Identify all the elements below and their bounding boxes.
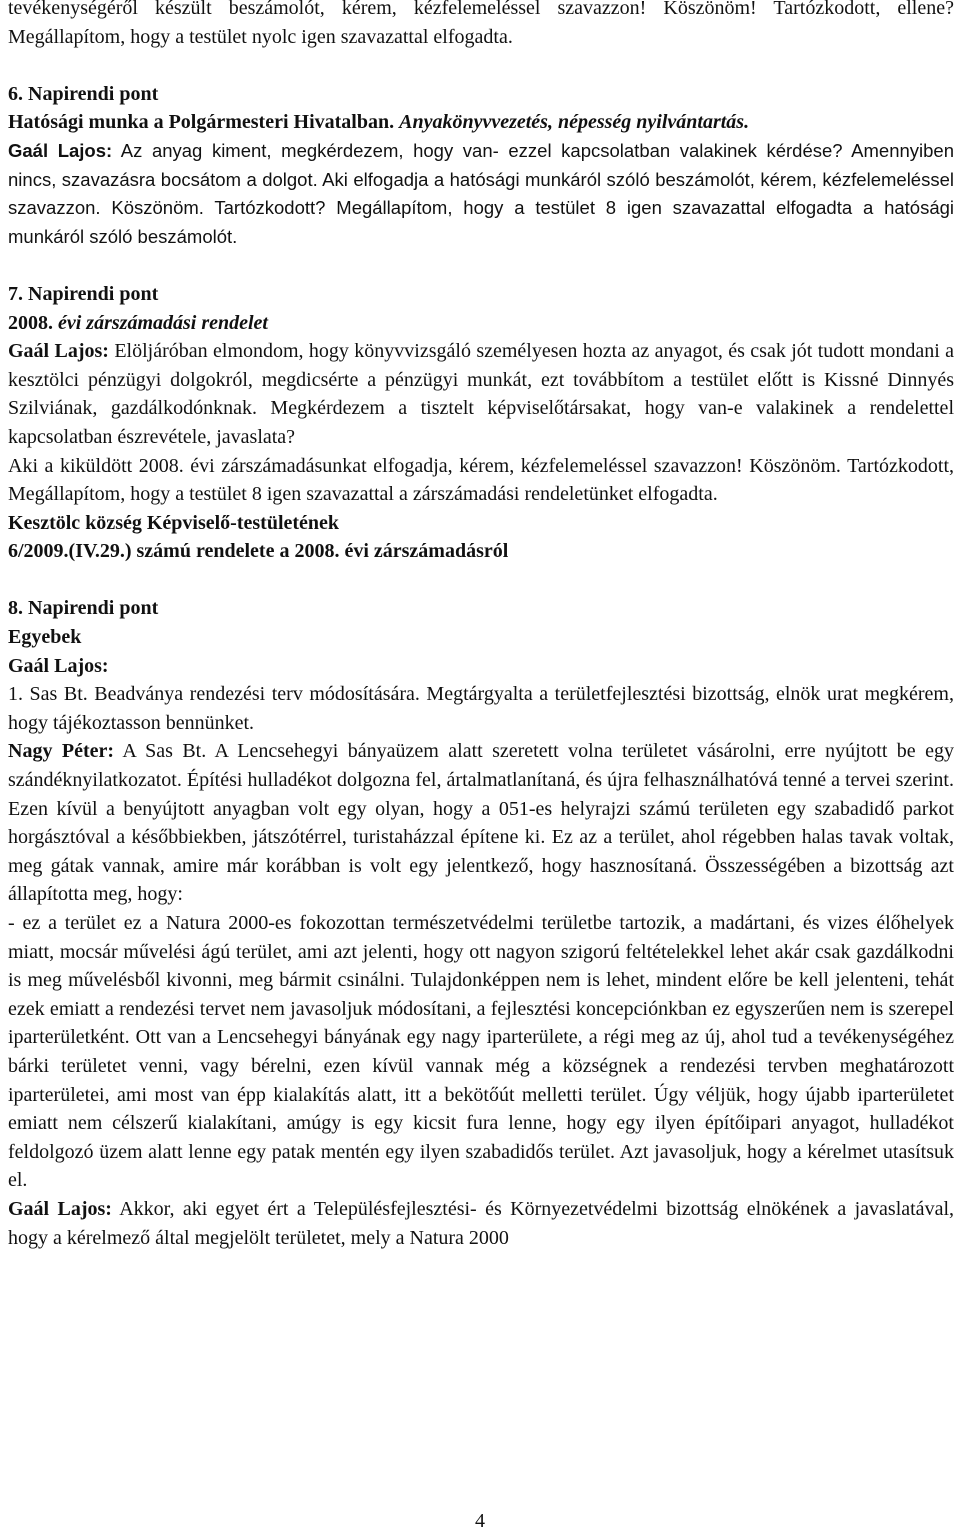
decree-line-2: 6/2009.(IV.29.) számú rendelete a 2008. évi zárszámadásról xyxy=(8,540,509,563)
speaker-line xyxy=(8,652,954,681)
agenda-title-7: 2008. évi zárszámadási rendelet xyxy=(8,311,268,334)
paragraph: Nagy Péter: A Sas Bt. A Lencsehegyi bányaüzem alatt szeretett volna területet vásárolni, erre nyújtott be egy szándéknyilatkozatot. Építési hulladékot dolgozna fel, ártalmatlanítaná, és újra felhasználhatóvá tenné a tervei szerint. Ezen kívül a benyújtott anyagban volt egy olyan, hogy a 051-es helyrajzi számú területen egy szabadidő parkot horgásztóval a későbbiekben, játszótérrel, turistaházzal építene ki. Ez az a terület, ahol régebben halas tavak voltak, meg gátak vannak, amire már korábban is volt egy jelentkező, hogy hasznosítaná. Összességében a bizottság azt állapította meg, hogy: xyxy=(8,740,954,906)
speaker-name: Gaál Lajos: xyxy=(8,1197,112,1220)
page-number: 4 xyxy=(475,1510,485,1532)
paragraph: Gaál Lajos: Elöljáróban elmondom, hogy könyvvizsgáló személyesen hozta az anyagot, és csak jót tudott mondani a kesztölci pénzügyi dolgokról, megdicsérte a pénzügyi munkát, ezt továbbítom a testület előtt is Kissné Dinnyés Szilviának, gazdálkodónknak. Megkérdezem a tisztelt képviselőtársakat, hogy van-e valakinek a rendelettel kapcsolatban észrevétele, javaslata? xyxy=(8,340,955,448)
document-page xyxy=(8,0,954,1252)
paragraph: Aki a kiküldött 2008. évi zárszámadásunkat elfogadja, kérem, kézfelemeléssel szavazzon! Köszönöm. Tartózkodott, Megállapítom, hogy a testület 8 igen szavazattal a zárszámadási rendeletünket elfogadta. xyxy=(8,454,954,506)
agenda-heading-7: 7. Napirendi pont xyxy=(8,282,159,305)
paragraph: Gaál Lajos: Az anyag kiment, megkérdezem, hogy van- ezzel kapcsolatban valakinek kérdése? Amennyiben nincs, szavazásra bocsátom a dolgot. Aki elfogadja a hatósági munkáról szóló beszámolót, kérem, kézfelemeléssel szavazzon. Köszönöm. Tartózkodott? Megállapítom, hogy a testület 8 igen szavazattal elfogadta a hatósági munkáról szóló beszámolót. xyxy=(8,139,955,247)
agenda-heading-6: 6. Napirendi pont xyxy=(8,82,159,105)
speaker-name: Gaál Lajos: xyxy=(8,654,109,677)
spacer xyxy=(8,251,954,280)
speaker-name: Gaál Lajos: xyxy=(8,340,109,363)
agenda-heading-8: 8. Napirendi pont xyxy=(8,597,159,620)
agenda-title-6: Hatósági munka a Polgármesteri Hivatalban. Anyakönyvvezetés, népesség nyilvántartás. xyxy=(8,111,750,134)
paragraph: tevékenységéről készült beszámolót, kérem, kézfelemeléssel szavazzon! Köszönöm! Tartózkodott, ellene? Megállapítom, hogy a testület nyolc igen szavazattal elfogadta. xyxy=(8,0,954,48)
spacer xyxy=(8,51,954,80)
paragraph: 1. Sas Bt. Beadványa rendezési terv módosítására. Megtárgyalta a területfejlesztési bizottság, elnök urat megkérem, hogy tájékoztasson bennünket. xyxy=(8,683,954,734)
decree-line-1: Kesztölc község Képviselő-testületének xyxy=(8,511,340,534)
speaker-name: Nagy Péter: xyxy=(8,740,115,763)
spacer xyxy=(8,566,954,595)
paragraph: Gaál Lajos: Akkor, aki egyet ért a Településfejlesztési- és Környezetvédelmi bizottság elnökének a javaslatával, hogy a kérelmező által megjelölt területet, mely a Natura 2000 xyxy=(8,1197,954,1249)
paragraph: - ez a terület ez a Natura 2000-es fokozottan természetvédelmi területbe tartozik, a madártani, és vizes élőhelyek miatt, mocsár művelési ágú terület, ami azt jelenti, hogy ott nagyon szigorú feltételekkel lehet akár csak gazdálkodni is meg művelésből kivonni, meg bármit csinálni. Tulajdonképpen nem is lehet, mindent előre be kell jelenteni, tehát ezek emiatt a rendezési tervet nem javasoljuk módosítani, a fejlesztési koncepciónkban ez egyszerűen nem is szerepel iparterületként. Ott van a Lencsehegyi bányának egy nagy iparterülete, a régi meg az új, ahol tud a tevékenységéhez bárki területet venni, vagy bérelni, ezen kívül vannak még a községnek a rendezési tervben meghatározott iparterületei, ami most van épp kialakítás alatt, itt a bekötőút melletti terület. Úgy véljük, hogy újabb iparterületet emiatt nem célszerű kialakítani, amúgy is egy kicsit fura lenne, hogy egy ilyen építőipari anyagot, hulladékot feldolgozó üzem alatt lenne egy patak mentén egy ilyen szabadidős terület. Azt javasoljuk, hogy a kérelmet utasítsuk el. xyxy=(8,912,954,1192)
agenda-title-8: Egyebek xyxy=(8,626,82,649)
speaker-name: Gaál Lajos: xyxy=(8,139,113,161)
